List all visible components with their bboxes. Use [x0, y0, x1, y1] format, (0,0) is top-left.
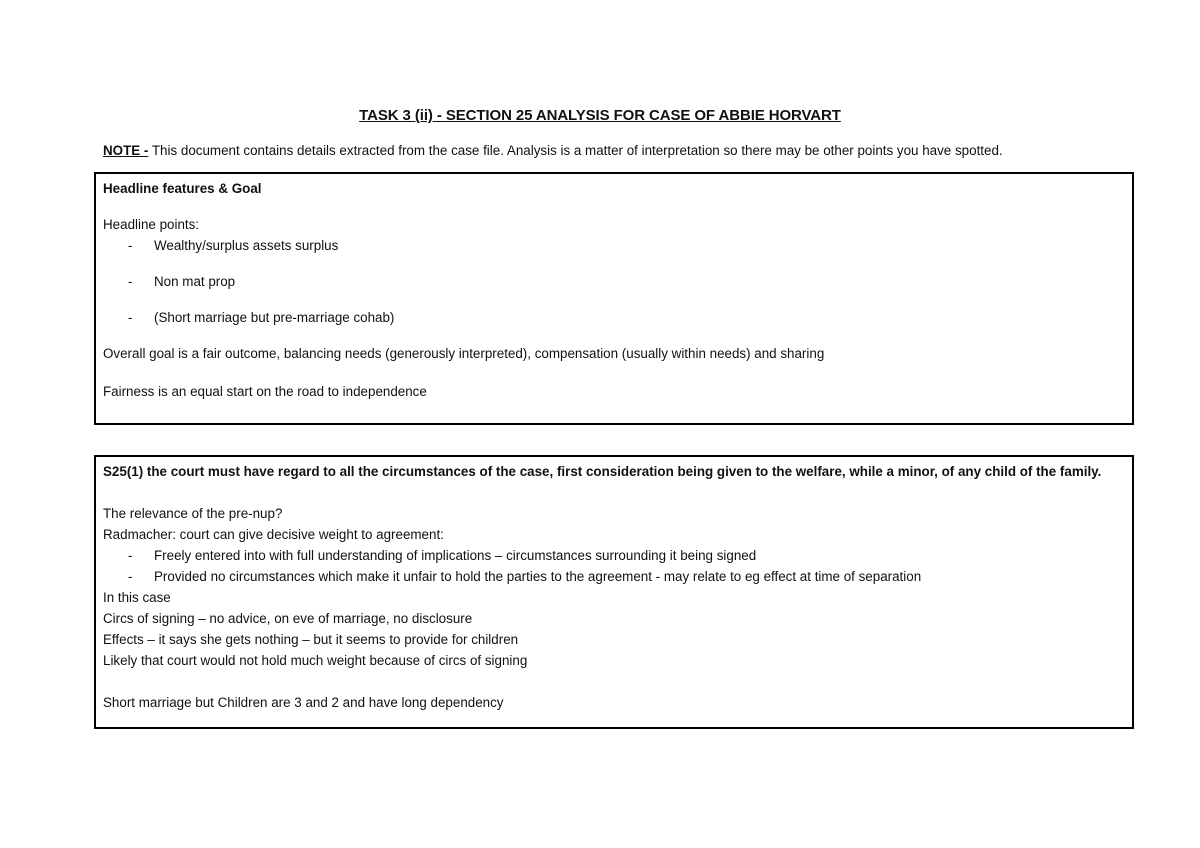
headline-bullet	[103, 307, 1125, 328]
box1-heading: Headline features & Goal	[103, 181, 262, 196]
radmacher-bullet-text: Provided no circumstances which make it unfair to hold the parties to the agreement - may relate to eg effect at time of separation	[154, 569, 922, 584]
bullet-dash: -	[128, 274, 133, 289]
bullet-dash: -	[128, 548, 133, 563]
radmacher-bullet-text: Freely entered into with full understanding of implications – circumstances surrounding it being signed	[154, 548, 757, 563]
page-title: TASK 3 (ii) - SECTION 25 ANALYSIS FOR CASE OF ABBIE HORVART	[359, 107, 841, 124]
radmacher-bullet	[103, 566, 1125, 587]
bullet-dash: -	[128, 238, 133, 253]
radmacher-line: Radmacher: court can give decisive weight to agreement:	[103, 527, 444, 542]
analysis-line: In this case	[103, 590, 171, 605]
headline-bullet	[103, 271, 1125, 292]
note-text: This document contains details extracted from the case file. Analysis is a matter of interpretation so there may be other points you have spotted.	[148, 143, 1003, 158]
headline-bullet-text: (Short marriage but pre-marriage cohab)	[154, 310, 395, 325]
box2-heading: S25(1) the court must have regard to all the circumstances of the case, first consideration being given to the welfare, while a minor, of any child of the family.	[103, 464, 1102, 479]
analysis-line: Effects – it says she gets nothing – but it seems to provide for children	[103, 632, 519, 647]
bullet-dash: -	[128, 310, 133, 325]
radmacher-bullet	[103, 545, 1125, 566]
analysis-line: Circs of signing – no advice, on eve of marriage, no disclosure	[103, 611, 473, 626]
note-label: NOTE -	[103, 143, 149, 158]
headline-features-box	[94, 172, 1134, 425]
analysis-line: Likely that court would not hold much weight because of circs of signing	[103, 653, 528, 668]
s25-analysis-box	[94, 455, 1134, 729]
headline-points-label: Headline points:	[103, 217, 200, 232]
note-paragraph	[103, 143, 1003, 158]
headline-bullet-text: Non mat prop	[154, 274, 236, 289]
headline-bullet-text: Wealthy/surplus assets surplus	[154, 238, 339, 253]
headline-bullet	[103, 235, 1125, 256]
fairness-text: Fairness is an equal start on the road to independence	[103, 384, 427, 399]
bullet-dash: -	[128, 569, 133, 584]
prenup-question: The relevance of the pre-nup?	[103, 506, 283, 521]
closing-line: Short marriage but Children are 3 and 2 and have long dependency	[103, 695, 504, 710]
overall-goal-text: Overall goal is a fair outcome, balancing needs (generously interpreted), compensation (usually within needs) and sharing	[103, 346, 825, 361]
